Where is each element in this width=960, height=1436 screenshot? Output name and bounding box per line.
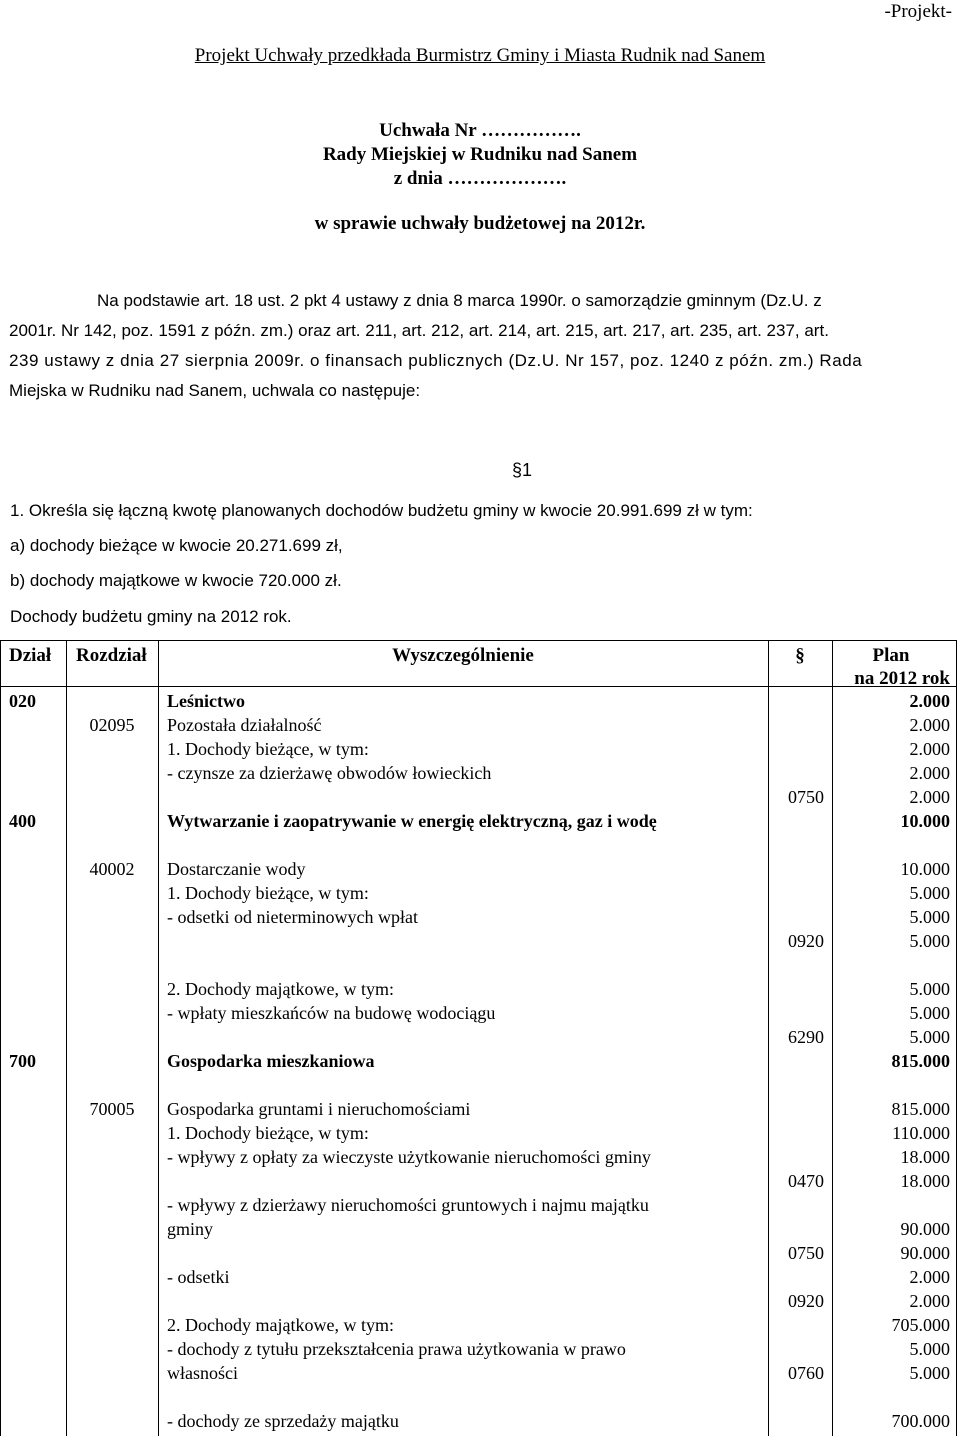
resolution-subject: w sprawie uchwały budżetowej na 2012r. bbox=[314, 213, 646, 234]
cell-plan: 5.000 bbox=[909, 931, 950, 951]
header-plan-year: na 2012 rok bbox=[854, 668, 950, 689]
cell-description: Gospodarka mieszkaniowa bbox=[167, 1051, 375, 1071]
cell-plan: 18.000 bbox=[900, 1147, 950, 1167]
legal-basis bbox=[9, 286, 949, 406]
header-divider bbox=[0, 686, 957, 687]
header-paragraph: § bbox=[795, 645, 805, 666]
cell-description: Wytwarzanie i zaopatrywanie w energię elektryczną, gaz i wodę bbox=[167, 811, 657, 831]
cell-paragraph: 0750 bbox=[788, 1243, 824, 1263]
cell-rozdzial: 70005 bbox=[89, 1099, 135, 1119]
cell-description: - dochody z tytułu przekształcenia prawa użytkowania w prawo bbox=[167, 1339, 626, 1359]
cell-paragraph: 0920 bbox=[788, 1291, 824, 1311]
cell-dzial: 020 bbox=[9, 691, 36, 711]
cell-description: 2. Dochody majątkowe, w tym: bbox=[167, 979, 394, 999]
cell-plan: 2.000 bbox=[909, 1291, 950, 1311]
cell-description: Dostarczanie wody bbox=[167, 859, 306, 879]
cell-plan: 110.000 bbox=[892, 1123, 950, 1143]
resolution-number: Uchwała Nr ……………. bbox=[379, 120, 581, 141]
cell-plan: 5.000 bbox=[909, 979, 950, 999]
cell-description: Pozostała działalność bbox=[167, 715, 322, 735]
cell-plan: 815.000 bbox=[891, 1051, 950, 1071]
cell-plan: 5.000 bbox=[909, 1027, 950, 1047]
income-current: a) dochody bieżące w kwocie 20.271.699 zł, bbox=[10, 536, 343, 555]
council-name: Rady Miejskiej w Rudniku nad Sanem bbox=[322, 144, 638, 165]
resolution-date: z dnia ………………. bbox=[393, 168, 567, 189]
header-plan: Plan bbox=[872, 645, 910, 666]
cell-description: - odsetki od nieterminowych wpłat bbox=[167, 907, 418, 927]
legal-basis-line: Miejska w Rudniku nad Sanem, uchwala co następuje: bbox=[9, 381, 421, 400]
header-dzial: Dział bbox=[9, 645, 52, 666]
cell-description: - odsetki bbox=[167, 1267, 230, 1287]
cell-plan: 5.000 bbox=[909, 1339, 950, 1359]
resolution-title bbox=[0, 119, 960, 191]
cell-plan: 700.000 bbox=[891, 1411, 950, 1431]
cell-plan: 18.000 bbox=[900, 1171, 950, 1191]
header-wyszczegolnienie: Wyszczególnienie bbox=[392, 645, 534, 666]
header-rozdzial: Rozdział bbox=[76, 645, 147, 666]
cell-description: - wpłaty mieszkańców na budowę wodociągu bbox=[167, 1003, 496, 1023]
cell-plan: 10.000 bbox=[900, 811, 950, 831]
cell-plan: 2.000 bbox=[909, 787, 950, 807]
cell-plan: 2.000 bbox=[909, 763, 950, 783]
cell-description: gminy bbox=[167, 1219, 214, 1239]
section-sign: §1 bbox=[512, 460, 533, 480]
cell-dzial: 400 bbox=[9, 811, 36, 831]
legal-basis-line: Na podstawie art. 18 ust. 2 pkt 4 ustawy z dnia 8 marca 1990r. o samorządzie gminnym (Dz.U. z bbox=[97, 291, 822, 310]
cell-description: - czynsze za dzierżawę obwodów łowieckich bbox=[167, 763, 492, 783]
cell-plan: 2.000 bbox=[909, 1267, 950, 1287]
cell-description: Gospodarka gruntami i nieruchomościami bbox=[167, 1099, 471, 1119]
legal-basis-line: 2001r. Nr 142, poz. 1591 z późn. zm.) oraz art. 211, art. 212, art. 214, art. 215, art. 217, art. 235, art. 237, art. bbox=[9, 321, 829, 340]
cell-rozdzial: 40002 bbox=[89, 859, 135, 879]
income-capital: b) dochody majątkowe w kwocie 720.000 zł. bbox=[10, 571, 342, 590]
project-mark: -Projekt- bbox=[884, 1, 952, 22]
cell-paragraph: 6290 bbox=[788, 1027, 824, 1047]
cell-paragraph: 0920 bbox=[788, 931, 824, 951]
cell-plan: 2.000 bbox=[909, 715, 950, 735]
cell-description: - wpływy z dzierżawy nieruchomości gruntowych i najmu majątku bbox=[167, 1195, 649, 1215]
cell-plan: 5.000 bbox=[909, 883, 950, 903]
cell-plan: 5.000 bbox=[909, 1003, 950, 1023]
cell-paragraph: 0470 bbox=[788, 1171, 824, 1191]
presenter-line: Projekt Uchwały przedkłada Burmistrz Gminy i Miasta Rudnik nad Sanem bbox=[194, 45, 766, 66]
cell-description: 1. Dochody bieżące, w tym: bbox=[167, 883, 369, 903]
cell-plan: 5.000 bbox=[909, 907, 950, 927]
cell-description: - dochody ze sprzedaży majątku bbox=[167, 1411, 399, 1431]
cell-rozdzial: 02095 bbox=[89, 715, 135, 735]
cell-plan: 5.000 bbox=[909, 1363, 950, 1383]
cell-description: - wpływy z opłaty za wieczyste użytkowanie nieruchomości gminy bbox=[167, 1147, 651, 1167]
cell-plan: 705.000 bbox=[891, 1315, 950, 1335]
column-divider bbox=[158, 640, 159, 1436]
income-total: 1. Określa się łączną kwotę planowanych dochodów budżetu gminy w kwocie 20.991.699 zł w tym: bbox=[10, 501, 753, 520]
cell-plan: 90.000 bbox=[900, 1219, 950, 1239]
cell-dzial: 700 bbox=[9, 1051, 36, 1071]
cell-paragraph: 0760 bbox=[788, 1363, 824, 1383]
cell-plan: 815.000 bbox=[891, 1099, 950, 1119]
legal-basis-line: 239 ustawy z dnia 27 sierpnia 2009r. o finansach publicznych (Dz.U. Nr 157, poz. 1240 z późn. zm.) Rada bbox=[9, 351, 863, 370]
cell-paragraph: 0750 bbox=[788, 787, 824, 807]
cell-description: 1. Dochody bieżące, w tym: bbox=[167, 739, 369, 759]
cell-description: 1. Dochody bieżące, w tym: bbox=[167, 1123, 369, 1143]
cell-plan: 2.000 bbox=[909, 691, 950, 711]
cell-description: 2. Dochody majątkowe, w tym: bbox=[167, 1315, 394, 1335]
cell-plan: 90.000 bbox=[900, 1243, 950, 1263]
cell-plan: 2.000 bbox=[909, 739, 950, 759]
cell-description: Leśnictwo bbox=[167, 691, 245, 711]
table-caption: Dochody budżetu gminy na 2012 rok. bbox=[10, 607, 292, 626]
column-divider bbox=[66, 640, 67, 1436]
cell-description: własności bbox=[167, 1363, 238, 1383]
cell-plan: 10.000 bbox=[900, 859, 950, 879]
